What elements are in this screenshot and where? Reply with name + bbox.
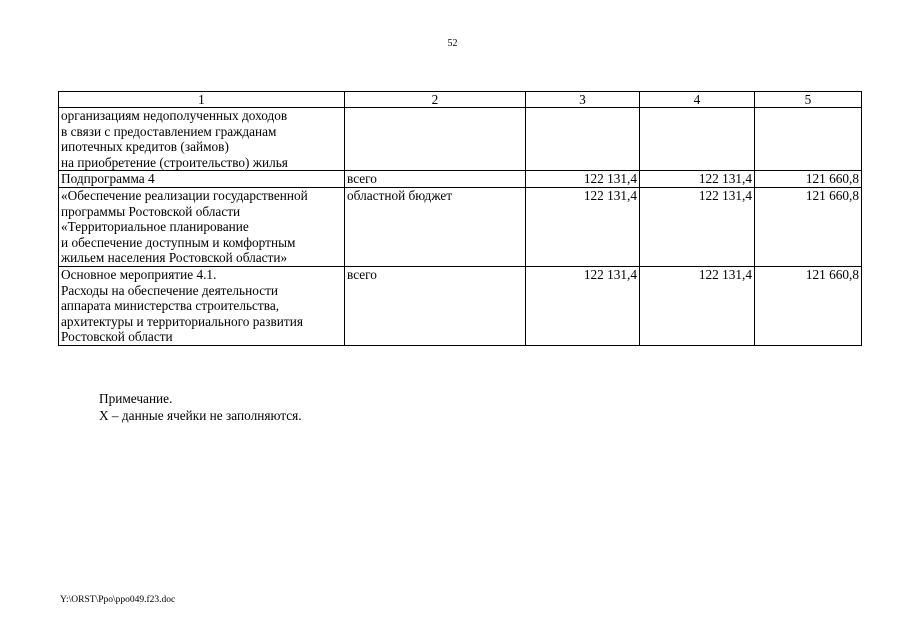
header-col-2: 2 [345,92,526,108]
table-row [59,266,862,345]
row-name-line: в связи с предоставлением гражданам [61,123,277,139]
row-value-col5 [755,108,862,171]
row-name-cell [59,171,345,188]
row-name-line: Подпрограмма 4 [61,171,155,187]
row-value-col5: 121 660,8 [755,187,862,266]
row-name-line: Ростовской области [61,329,173,345]
row-name-line: жильем населения Ростовской области» [61,250,288,266]
table-header-row [59,92,862,108]
row-name-line: Расходы на обеспечение деятельности [61,282,279,298]
row-name-line: программы Ростовской области [61,203,241,219]
table-row [59,108,862,171]
header-col-4: 4 [640,92,755,108]
row-source-cell: всего [345,266,526,345]
table-row [59,171,862,188]
table-row [59,187,862,266]
row-name-line: на приобретение (строительство) жилья [61,154,288,170]
note-title: Примечание. [99,391,173,406]
row-name-line: «Обеспечение реализации государственной [61,187,308,203]
footer-file-path: Y:\ORST\Ppo\ppo049.f23.doc [60,595,176,605]
row-name-line: аппарата министерства строительства, [61,298,280,314]
row-source-cell [345,108,526,171]
row-name-line: «Территориальное планирование [61,219,249,235]
row-name-line: архитектуры и территориального развития [61,313,303,329]
row-value-col4 [640,108,755,171]
header-col-5: 5 [755,92,862,108]
row-value-col3 [526,108,640,171]
page-number: 52 [447,38,458,49]
row-name-line: организациям недополученных доходов [61,108,288,123]
row-value-col3: 122 131,4 [526,266,640,345]
row-value-col5: 121 660,8 [755,266,862,345]
row-name-line: Основное мероприятие 4.1. [61,266,217,282]
row-name-line: ипотечных кредитов (займов) [61,139,229,155]
row-name-cell [59,108,345,171]
row-value-col4: 122 131,4 [640,187,755,266]
row-value-col3: 122 131,4 [526,187,640,266]
row-source-cell: областной бюджет [345,187,526,266]
row-value-col5: 121 660,8 [755,171,862,188]
row-name-cell [59,187,345,266]
header-col-3: 3 [526,92,640,108]
header-col-1: 1 [59,92,345,108]
note-text: Х – данные ячейки не заполняются. [99,407,302,423]
row-source-cell: всего [345,171,526,188]
note-block [99,391,302,424]
row-value-col3: 122 131,4 [526,171,640,188]
row-value-col4: 122 131,4 [640,266,755,345]
row-value-col4: 122 131,4 [640,171,755,188]
budget-table [58,91,862,346]
row-name-cell [59,266,345,345]
row-name-line: и обеспечение доступным и комфортным [61,234,296,250]
